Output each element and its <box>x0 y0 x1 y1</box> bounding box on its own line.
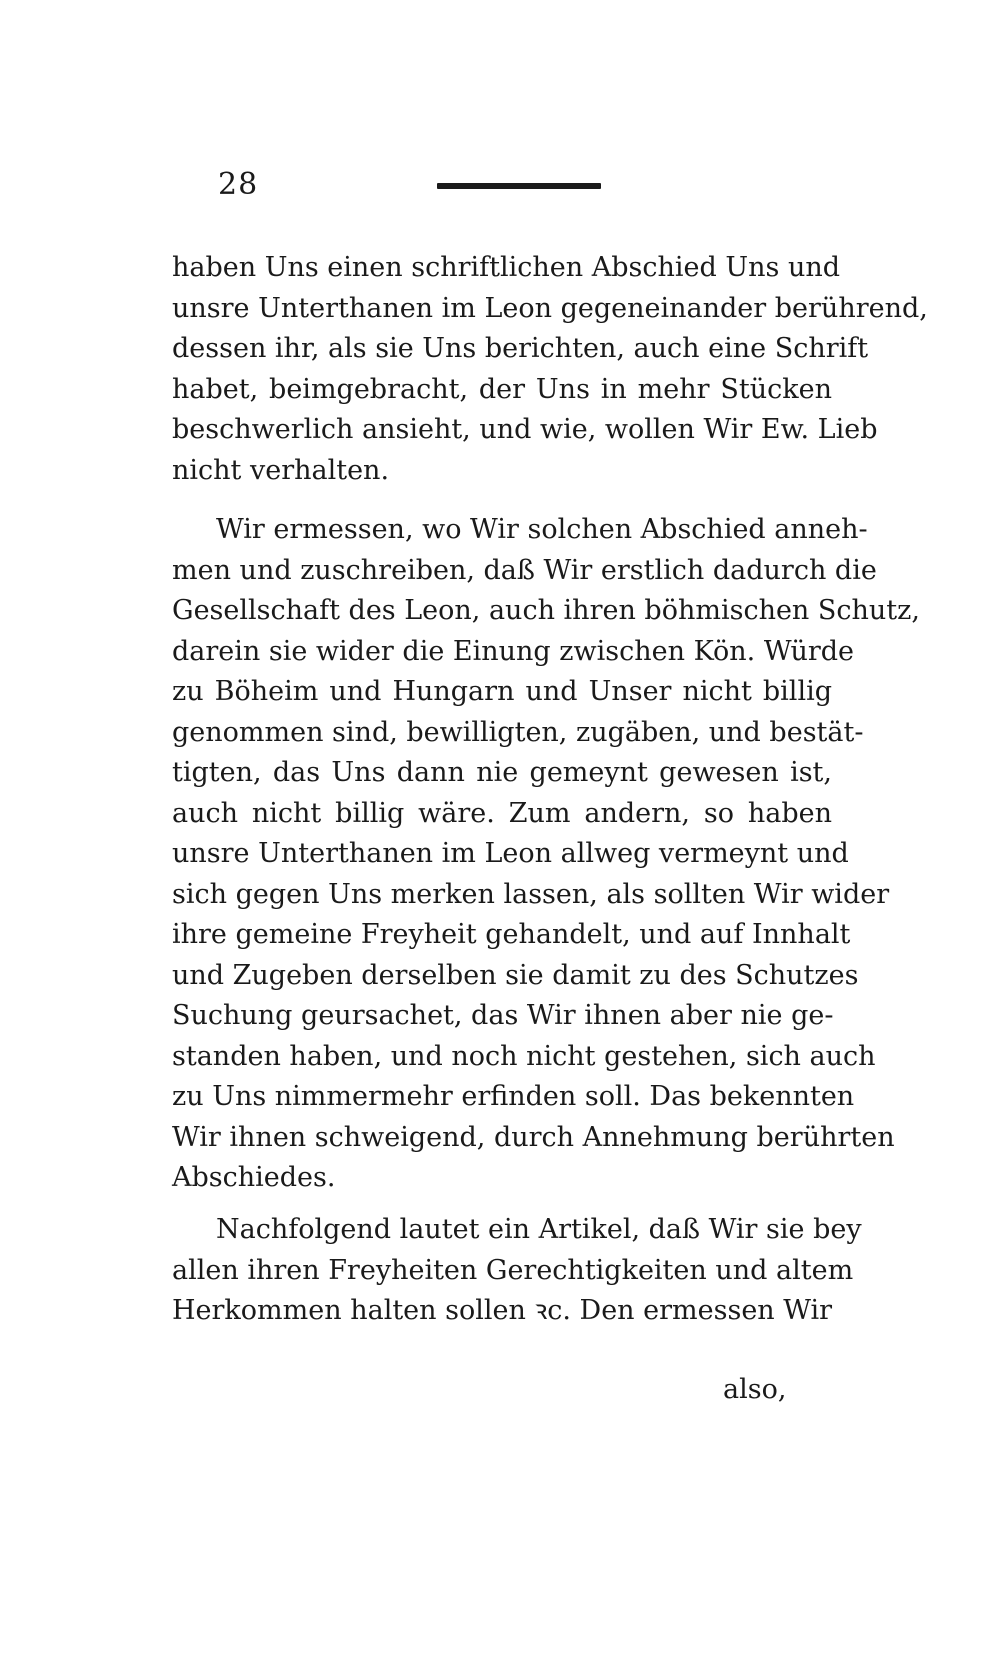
paragraph-2 <box>172 510 920 1199</box>
text-line: Abschiedes. <box>172 1162 336 1193</box>
paragraph-3 <box>172 1210 862 1332</box>
text-line: nicht verhalten. <box>172 454 390 486</box>
text-line: beschwerlich ansieht, und wie, wollen Wir Ew. Lieb <box>172 414 878 445</box>
paragraph-1 <box>172 248 928 491</box>
text-line: Nachfolgend lautet ein Artikel, daß Wir sie bey <box>216 1214 862 1245</box>
text-line: unsre Unterthanen im Leon gegeneinander berührend, <box>172 292 928 324</box>
page-number: 28 <box>218 167 259 202</box>
text-line: allen ihren Freyheiten Gerechtigkeiten und altem <box>172 1254 854 1286</box>
text-line: tigten, das Uns dann nie gemeynt gewesen ist, <box>172 757 832 788</box>
text-line: dessen ihr, als sie Uns berichten, auch eine Schrift <box>172 333 869 364</box>
text-line: auch nicht billig wäre. Zum andern, so haben <box>172 797 832 829</box>
text-line: und Zugeben derselben sie damit zu des Schutzes <box>172 959 859 991</box>
header-rule <box>437 183 601 189</box>
catchword: also, <box>723 1374 787 1405</box>
text-line: haben Uns einen schriftlichen Abschied Uns und <box>172 252 841 283</box>
text-line: Gesellschaft des Leon, auch ihren böhmischen Schutz, <box>172 595 920 626</box>
text-line: zu Böheim und Hungarn und Unser nicht billig <box>172 676 832 707</box>
text-line: unsre Unterthanen im Leon allweg vermeynt und <box>172 838 849 869</box>
text-line: Suchung geursachet, das Wir ihnen aber nie ge- <box>172 1000 834 1031</box>
text-line: darein sie wider die Einung zwischen Kön. Würde <box>172 635 855 667</box>
text-line: ihre gemeine Freyheit gehandelt, und auf Innhalt <box>172 919 851 950</box>
text-line: Wir ermessen, wo Wir solchen Abschied anneh- <box>216 514 868 545</box>
text-line: genommen sind, bewilligten, zugäben, und bestät- <box>172 716 864 748</box>
text-line: zu Uns nimmermehr erfinden soll. Das bekennten <box>172 1081 855 1112</box>
text-line: standen haben, und noch nicht gestehen, sich auch <box>172 1040 876 1072</box>
text-line: habet, beimgebracht, der Uns in mehr Stücken <box>172 373 832 405</box>
text-line: men und zuschreiben, daß Wir erstlich dadurch die <box>172 554 877 586</box>
text-line: Herkommen halten sollen ꝛc. Den ermessen Wir <box>172 1295 833 1326</box>
text-line: sich gegen Uns merken lassen, als sollten Wir wider <box>172 878 890 910</box>
text-line: Wir ihnen schweigend, durch Annehmung berührten <box>172 1121 895 1153</box>
